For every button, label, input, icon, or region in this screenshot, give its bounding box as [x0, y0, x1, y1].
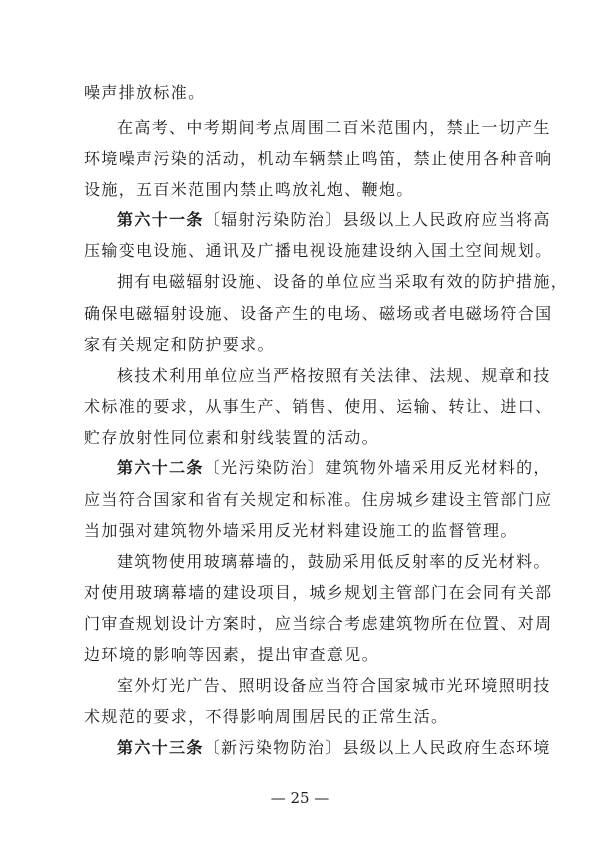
text-line: 门审查规划设计方案时，应当综合考虑建筑物所在位置、对周	[84, 614, 553, 633]
text-line: 核技术利用单位应当严格按照有关法律、法规、规章和技	[117, 366, 551, 385]
text-line: 室外灯光广告、照明设备应当符合国家城市光环境照明技	[117, 676, 551, 695]
text-line: 术标准的要求，从事生产、销售、使用、运输、转让、进口、	[84, 397, 553, 416]
text-line: 拥有电磁辐射设施、设备的单位应当采取有效的防护措施，	[117, 272, 569, 291]
article-text: 建筑物外墙采用反光材料的，	[325, 458, 551, 477]
article-text: 县级以上人民政府生态环境	[342, 738, 551, 757]
text-line: 术规范的要求，不得影响周围居民的正常生活。	[84, 707, 449, 726]
text-line: 应当符合国家和省有关规定和标准。住房城乡建设主管部门应	[84, 490, 553, 509]
text-line: 噪声排放标准。	[84, 83, 206, 102]
article-category: 〔新污染物防治〕	[203, 738, 343, 757]
article-category: 〔光污染防治〕	[203, 458, 326, 477]
article-text: 县级以上人民政府应当将高	[342, 210, 551, 229]
text-line: 家有关规定和防护要求。	[84, 335, 275, 354]
article-title: 第六十三条	[117, 738, 204, 757]
article-title: 第六十一条	[117, 210, 204, 229]
text-line: 压输变电设施、通讯及广播电视设施建设纳入国土空间规划。	[84, 241, 553, 260]
text-line: 确保电磁辐射设施、设备产生的电场、磁场或者电磁场符合国	[84, 304, 553, 323]
article-62-line	[117, 458, 551, 478]
article-title: 第六十二条	[117, 458, 204, 477]
text-line: 环境噪声污染的活动，机动车辆禁止鸣笛，禁止使用各种音响	[84, 149, 553, 168]
text-line: 对使用玻璃幕墙的建设项目，城乡规划主管部门在会同有关部	[84, 583, 553, 602]
article-63-line	[117, 738, 551, 758]
text-line: 在高考、中考期间考点周围二百米范围内，禁止一切产生	[117, 118, 551, 137]
text-line: 贮存放射性同位素和射线装置的活动。	[84, 428, 379, 447]
text-line: 当加强对建筑物外墙采用反光材料建设施工的监督管理。	[84, 521, 518, 540]
text-line: 设施，五百米范围内禁止鸣放礼炮、鞭炮。	[84, 180, 414, 199]
text-line: 建筑物使用玻璃幕墙的，鼓励采用低反射率的反光材料。	[117, 552, 551, 571]
page-number: — 25 —	[270, 789, 330, 807]
text-line: 边环境的影响等因素，提出审查意见。	[84, 645, 379, 664]
article-category: 〔辐射污染防治〕	[203, 210, 343, 229]
article-61-line	[117, 210, 551, 230]
